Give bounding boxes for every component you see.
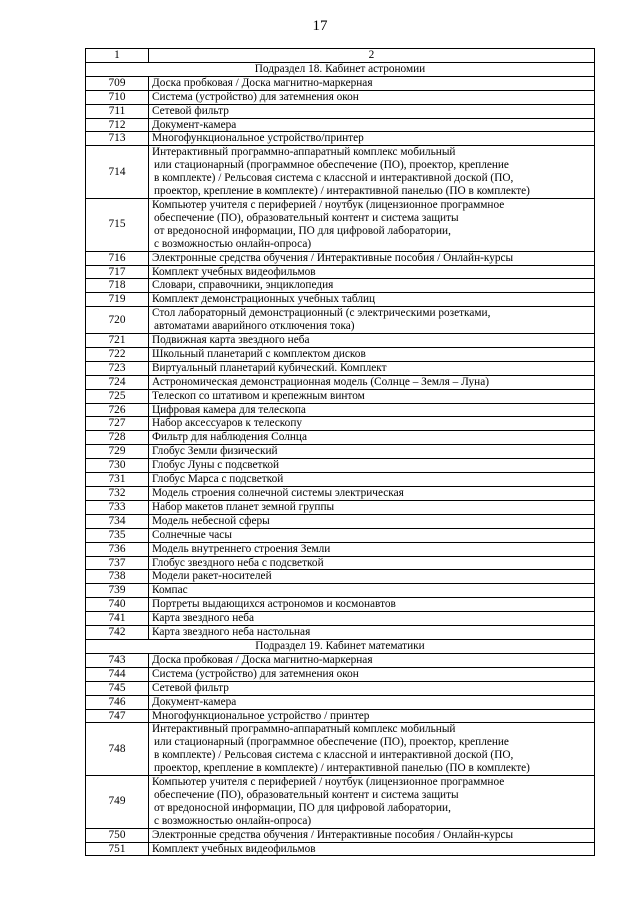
item-description	[149, 279, 595, 293]
table-row	[86, 293, 595, 307]
description-line: с возможностью онлайн-опроса)	[154, 237, 312, 250]
table-row	[86, 723, 595, 776]
item-description	[149, 251, 595, 265]
table-row	[86, 146, 595, 199]
description-line: Доска пробковая / Доска магнитно-маркерная	[152, 76, 373, 89]
section-title: Подраздел 18. Кабинет астрономии	[86, 62, 595, 76]
item-number: 735	[86, 528, 149, 542]
item-description	[149, 598, 595, 612]
table-row	[86, 776, 595, 829]
item-number: 719	[86, 293, 149, 307]
item-number: 746	[86, 695, 149, 709]
description-line: Модель строения солнечной системы электрическая	[152, 487, 404, 499]
item-description	[149, 842, 595, 856]
item-number: 710	[86, 90, 149, 104]
description-line: Сетевой фильтр	[152, 681, 229, 694]
table-row	[86, 584, 595, 598]
description-line: Глобус звездного неба с подсветкой	[152, 556, 324, 569]
item-number: 744	[86, 667, 149, 681]
table-row	[86, 118, 595, 132]
item-number: 748	[86, 723, 149, 776]
item-description	[149, 361, 595, 375]
table-row	[86, 487, 595, 501]
description-line: Доска пробковая / Доска магнитно-маркерная	[152, 653, 373, 666]
item-description	[149, 118, 595, 132]
item-number: 711	[86, 104, 149, 118]
item-description	[149, 487, 595, 501]
item-description	[149, 776, 595, 829]
table-row	[86, 279, 595, 293]
item-number: 737	[86, 556, 149, 570]
item-description	[149, 307, 595, 334]
table-row	[86, 667, 595, 681]
item-number: 725	[86, 389, 149, 403]
description-line: Многофункциональное устройство / принтер	[152, 709, 370, 722]
table-row	[86, 375, 595, 389]
item-description	[149, 104, 595, 118]
item-number: 727	[86, 417, 149, 431]
item-description	[149, 132, 595, 146]
description-line: Глобус Луны с подсветкой	[152, 459, 280, 472]
description-line: или стационарный (программное обеспечение (ПО), проектор, крепление	[154, 736, 509, 749]
table-row	[86, 417, 595, 431]
item-number: 728	[86, 431, 149, 445]
table-row	[86, 500, 595, 514]
item-description	[149, 500, 595, 514]
description-line: Сетевой фильтр	[152, 104, 229, 117]
description-line: Глобус Земли физический	[152, 445, 278, 458]
description-line: Интерактивный программно-аппаратный комплекс мобильный	[152, 723, 456, 736]
description-line: Набор аксессуаров к телескопу	[152, 417, 303, 430]
section-header-row	[86, 62, 595, 76]
description-line: Электронные средства обучения / Интерактивные пособия / Онлайн-курсы	[152, 251, 514, 264]
table-row	[86, 445, 595, 459]
item-number: 751	[86, 842, 149, 856]
item-description	[149, 459, 595, 473]
table-row	[86, 828, 595, 842]
description-line: Компас	[152, 584, 188, 597]
description-line: Комплект демонстрационных учебных таблиц	[152, 293, 376, 306]
table-row	[86, 570, 595, 584]
description-line: Подвижная карта звездного неба	[152, 334, 310, 347]
item-description	[149, 334, 595, 348]
description-line: Виртуальный планетарий кубический. Комплект	[152, 361, 387, 374]
item-number: 720	[86, 307, 149, 334]
item-description	[149, 514, 595, 528]
item-description	[149, 76, 595, 90]
description-line: от вредоносной информации, ПО для цифровой лаборатории,	[154, 224, 451, 237]
description-line: обеспечение (ПО), образовательный контент и система защиты	[154, 788, 459, 801]
table-row	[86, 709, 595, 723]
item-number: 734	[86, 514, 149, 528]
item-number: 731	[86, 473, 149, 487]
description-line: Цифровая камера для телескопа	[152, 403, 306, 416]
item-description	[149, 556, 595, 570]
item-number: 745	[86, 681, 149, 695]
description-line: Компьютер учителя с периферией / ноутбук (лицензионное программное	[152, 776, 505, 789]
description-line: Комплект учебных видеофильмов	[152, 265, 316, 278]
item-description	[149, 570, 595, 584]
item-description	[149, 723, 595, 776]
item-number: 741	[86, 612, 149, 626]
item-description	[149, 542, 595, 556]
table-row	[86, 403, 595, 417]
section-header-row	[86, 639, 595, 653]
description-line: автоматами аварийного отключения тока)	[154, 320, 355, 333]
item-description	[149, 653, 595, 667]
description-line: Глобус Марса с подсветкой	[152, 473, 284, 486]
item-description	[149, 431, 595, 445]
item-description	[149, 445, 595, 459]
table-row	[86, 334, 595, 348]
item-description	[149, 90, 595, 104]
table-row	[86, 681, 595, 695]
description-line: Модели ракет-носителей	[152, 570, 272, 583]
description-line: в комплекте) / Рельсовая система с классной и интерактивной доской (ПО,	[154, 749, 514, 762]
page-number: 17	[312, 18, 328, 34]
table-row	[86, 528, 595, 542]
item-number: 736	[86, 542, 149, 556]
table-row	[86, 612, 595, 626]
table-row	[86, 347, 595, 361]
column-number-header: 1	[86, 49, 149, 63]
item-description	[149, 681, 595, 695]
item-number: 712	[86, 118, 149, 132]
item-description	[149, 584, 595, 598]
table-row	[86, 361, 595, 375]
description-line: обеспечение (ПО), образовательный контент и система защиты	[154, 211, 459, 224]
table-row	[86, 459, 595, 473]
table-row	[86, 514, 595, 528]
description-line: Модель внутреннего строения Земли	[152, 542, 331, 555]
table-row	[86, 251, 595, 265]
item-description	[149, 528, 595, 542]
item-number: 729	[86, 445, 149, 459]
description-line: Портреты выдающихся астрономов и космонавтов	[152, 598, 396, 611]
table-row	[86, 389, 595, 403]
description-line: проектор, крепление в комплекте) / интерактивной панелью (ПО в комплекте)	[154, 762, 530, 775]
table-row	[86, 653, 595, 667]
item-number: 738	[86, 570, 149, 584]
item-number: 750	[86, 828, 149, 842]
table-body	[86, 49, 595, 856]
item-number: 721	[86, 334, 149, 348]
description-line: Комплект учебных видеофильмов	[152, 842, 316, 855]
description-line: Система (устройство) для затемнения окон	[152, 90, 359, 103]
table-row	[86, 198, 595, 251]
table-row	[86, 132, 595, 146]
item-number: 718	[86, 279, 149, 293]
description-line: с возможностью онлайн-опроса)	[154, 814, 312, 827]
item-number: 739	[86, 584, 149, 598]
description-line: Стол лабораторный демонстрационный (с электрическими розетками,	[152, 307, 491, 320]
description-line: Документ-камера	[152, 695, 237, 708]
item-number: 749	[86, 776, 149, 829]
item-description	[149, 626, 595, 640]
item-number: 740	[86, 598, 149, 612]
table-row	[86, 104, 595, 118]
item-description	[149, 709, 595, 723]
description-line: Электронные средства обучения / Интерактивные пособия / Онлайн-курсы	[152, 828, 514, 841]
description-line: Карта звездного неба	[152, 612, 255, 625]
description-line: Система (устройство) для затемнения окон	[152, 667, 359, 680]
description-line: Школьный планетарий с комплектом дисков	[152, 347, 366, 360]
description-line: проектор, крепление в комплекте) / интерактивной панелью (ПО в комплекте)	[154, 185, 530, 198]
section-title: Подраздел 19. Кабинет математики	[86, 639, 595, 653]
description-line: Астрономическая демонстрационная модель (Солнце – Земля – Луна)	[152, 375, 489, 388]
item-number: 733	[86, 500, 149, 514]
description-line: Набор макетов планет земной группы	[152, 500, 335, 513]
table-row	[86, 473, 595, 487]
item-number: 724	[86, 375, 149, 389]
item-number: 713	[86, 132, 149, 146]
item-description	[149, 265, 595, 279]
description-line: Карта звездного неба настольная	[152, 626, 311, 639]
description-line: или стационарный (программное обеспечение (ПО), проектор, крепление	[154, 159, 509, 172]
table-row	[86, 598, 595, 612]
item-number: 714	[86, 146, 149, 199]
item-description	[149, 667, 595, 681]
description-line: от вредоносной информации, ПО для цифровой лаборатории,	[154, 801, 451, 814]
table-row	[86, 842, 595, 856]
column-name-header: 2	[149, 49, 595, 63]
item-number: 722	[86, 347, 149, 361]
item-number: 726	[86, 403, 149, 417]
item-description	[149, 612, 595, 626]
item-number: 715	[86, 198, 149, 251]
description-line: Модель небесной сферы	[152, 514, 270, 527]
item-number: 716	[86, 251, 149, 265]
item-description	[149, 375, 595, 389]
description-line: Многофункциональное устройство/принтер	[152, 132, 364, 145]
item-number: 742	[86, 626, 149, 640]
table-row	[86, 265, 595, 279]
item-description	[149, 146, 595, 199]
table-row	[86, 556, 595, 570]
item-description	[149, 347, 595, 361]
item-number: 717	[86, 265, 149, 279]
item-number: 743	[86, 653, 149, 667]
table-header-row	[86, 49, 595, 63]
equipment-table	[85, 48, 595, 856]
item-description	[149, 403, 595, 417]
item-description	[149, 695, 595, 709]
item-description	[149, 389, 595, 403]
item-number: 730	[86, 459, 149, 473]
table-row	[86, 76, 595, 90]
item-number: 723	[86, 361, 149, 375]
table-row	[86, 90, 595, 104]
description-line: Фильтр для наблюдения Солнца	[152, 431, 307, 444]
item-description	[149, 828, 595, 842]
description-line: Словари, справочники, энциклопедия	[152, 279, 334, 292]
item-number: 747	[86, 709, 149, 723]
item-description	[149, 198, 595, 251]
item-description	[149, 417, 595, 431]
table-row	[86, 695, 595, 709]
description-line: Телескоп со штативом и крепежным винтом	[152, 389, 365, 402]
item-number: 732	[86, 487, 149, 501]
table-row	[86, 431, 595, 445]
table-row	[86, 626, 595, 640]
description-line: Солнечные часы	[152, 528, 232, 541]
item-description	[149, 293, 595, 307]
table-row	[86, 307, 595, 334]
description-line: Интерактивный программно-аппаратный комплекс мобильный	[152, 146, 456, 159]
description-line: Документ-камера	[152, 118, 237, 131]
description-line: в комплекте) / Рельсовая система с классной и интерактивной доской (ПО,	[154, 172, 514, 185]
item-number: 709	[86, 76, 149, 90]
description-line: Компьютер учителя с периферией / ноутбук (лицензионное программное	[152, 198, 505, 211]
table-row	[86, 542, 595, 556]
item-description	[149, 473, 595, 487]
